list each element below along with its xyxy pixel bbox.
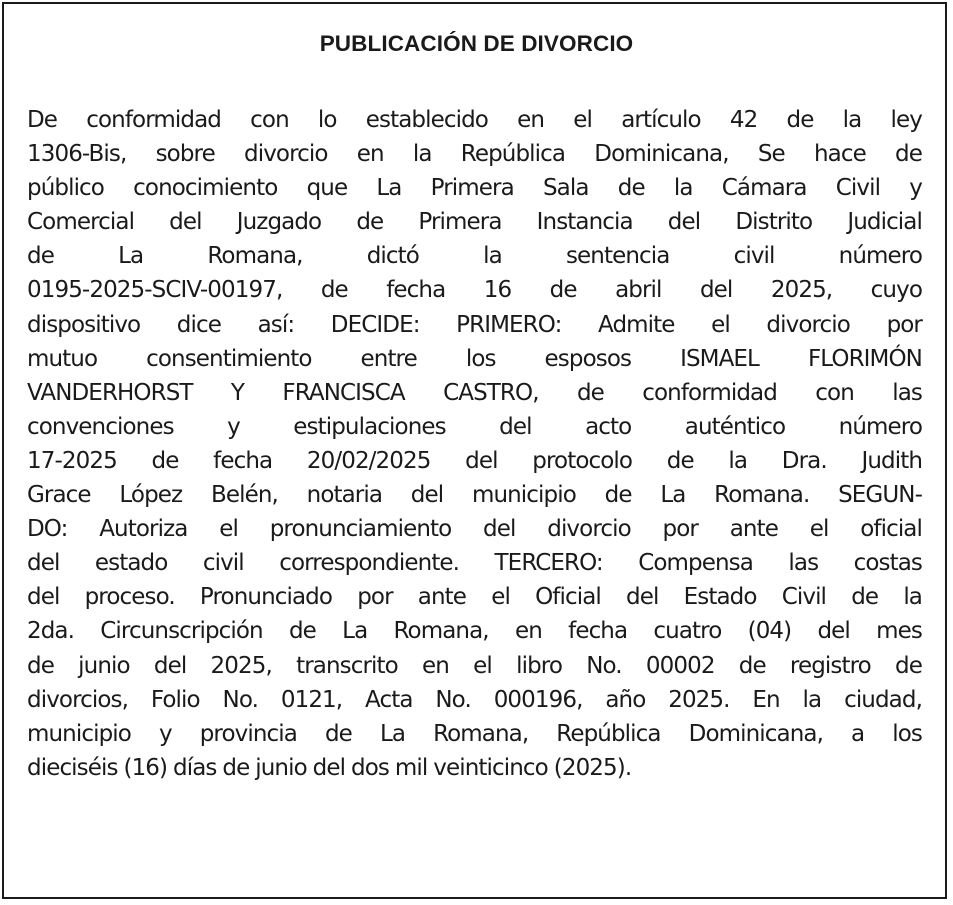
body-line: municipio y provincia de La Romana, República Dominicana, a los	[27, 720, 922, 747]
body-line: DO: Autoriza el pronunciamiento del divorcio por ante el oficial	[27, 516, 922, 543]
body-line: dieciséis (16) días de junio del dos mil veinticinco (2025).	[27, 754, 632, 781]
body-line: de La Romana, dictó la sentencia civil número	[27, 243, 922, 270]
body-line: 2da. Circunscripción de La Romana, en fecha cuatro (04) del mes	[27, 618, 922, 645]
body-line: De conformidad con lo establecido en el artículo 42 de la ley	[27, 107, 922, 133]
body-line: Comercial del Juzgado de Primera Instancia del Distrito Judicial	[27, 209, 922, 236]
body-line: dispositivo dice así: DECIDE: PRIMERO: Admite el divorcio por	[27, 311, 922, 338]
body-line: mutuo consentimiento entre los esposos ISMAEL FLORIMÓN	[27, 345, 922, 372]
body-line: convenciones y estipulaciones del acto auténtico número	[27, 413, 922, 440]
body-line: Grace López Belén, notaria del municipio de La Romana. SEGUN-	[27, 482, 922, 509]
notice-body	[27, 103, 922, 785]
body-line: del estado civil correspondiente. TERCERO: Compensa las costas	[27, 550, 922, 577]
body-line: divorcios, Folio No. 0121, Acta No. 000196, año 2025. En la ciudad,	[27, 686, 922, 713]
notice-title: PUBLICACIÓN DE DIVORCIO	[319, 31, 634, 56]
body-line: 0195-2025-SCIV-00197, de fecha 16 de abril del 2025, cuyo	[27, 277, 922, 304]
body-line: del proceso. Pronunciado por ante el Oficial del Estado Civil de la	[27, 584, 922, 611]
body-line: VANDERHORST Y FRANCISCA CASTRO, de conformidad con las	[27, 379, 922, 406]
body-line: 1306-Bis, sobre divorcio en la República Dominicana, Se hace de	[27, 141, 922, 168]
body-line: de junio del 2025, transcrito en el libro No. 00002 de registro de	[27, 652, 922, 679]
body-line: 17-2025 de fecha 20/02/2025 del protocolo de la Dra. Judith	[27, 447, 922, 474]
body-line: público conocimiento que La Primera Sala de la Cámara Civil y	[27, 175, 922, 202]
